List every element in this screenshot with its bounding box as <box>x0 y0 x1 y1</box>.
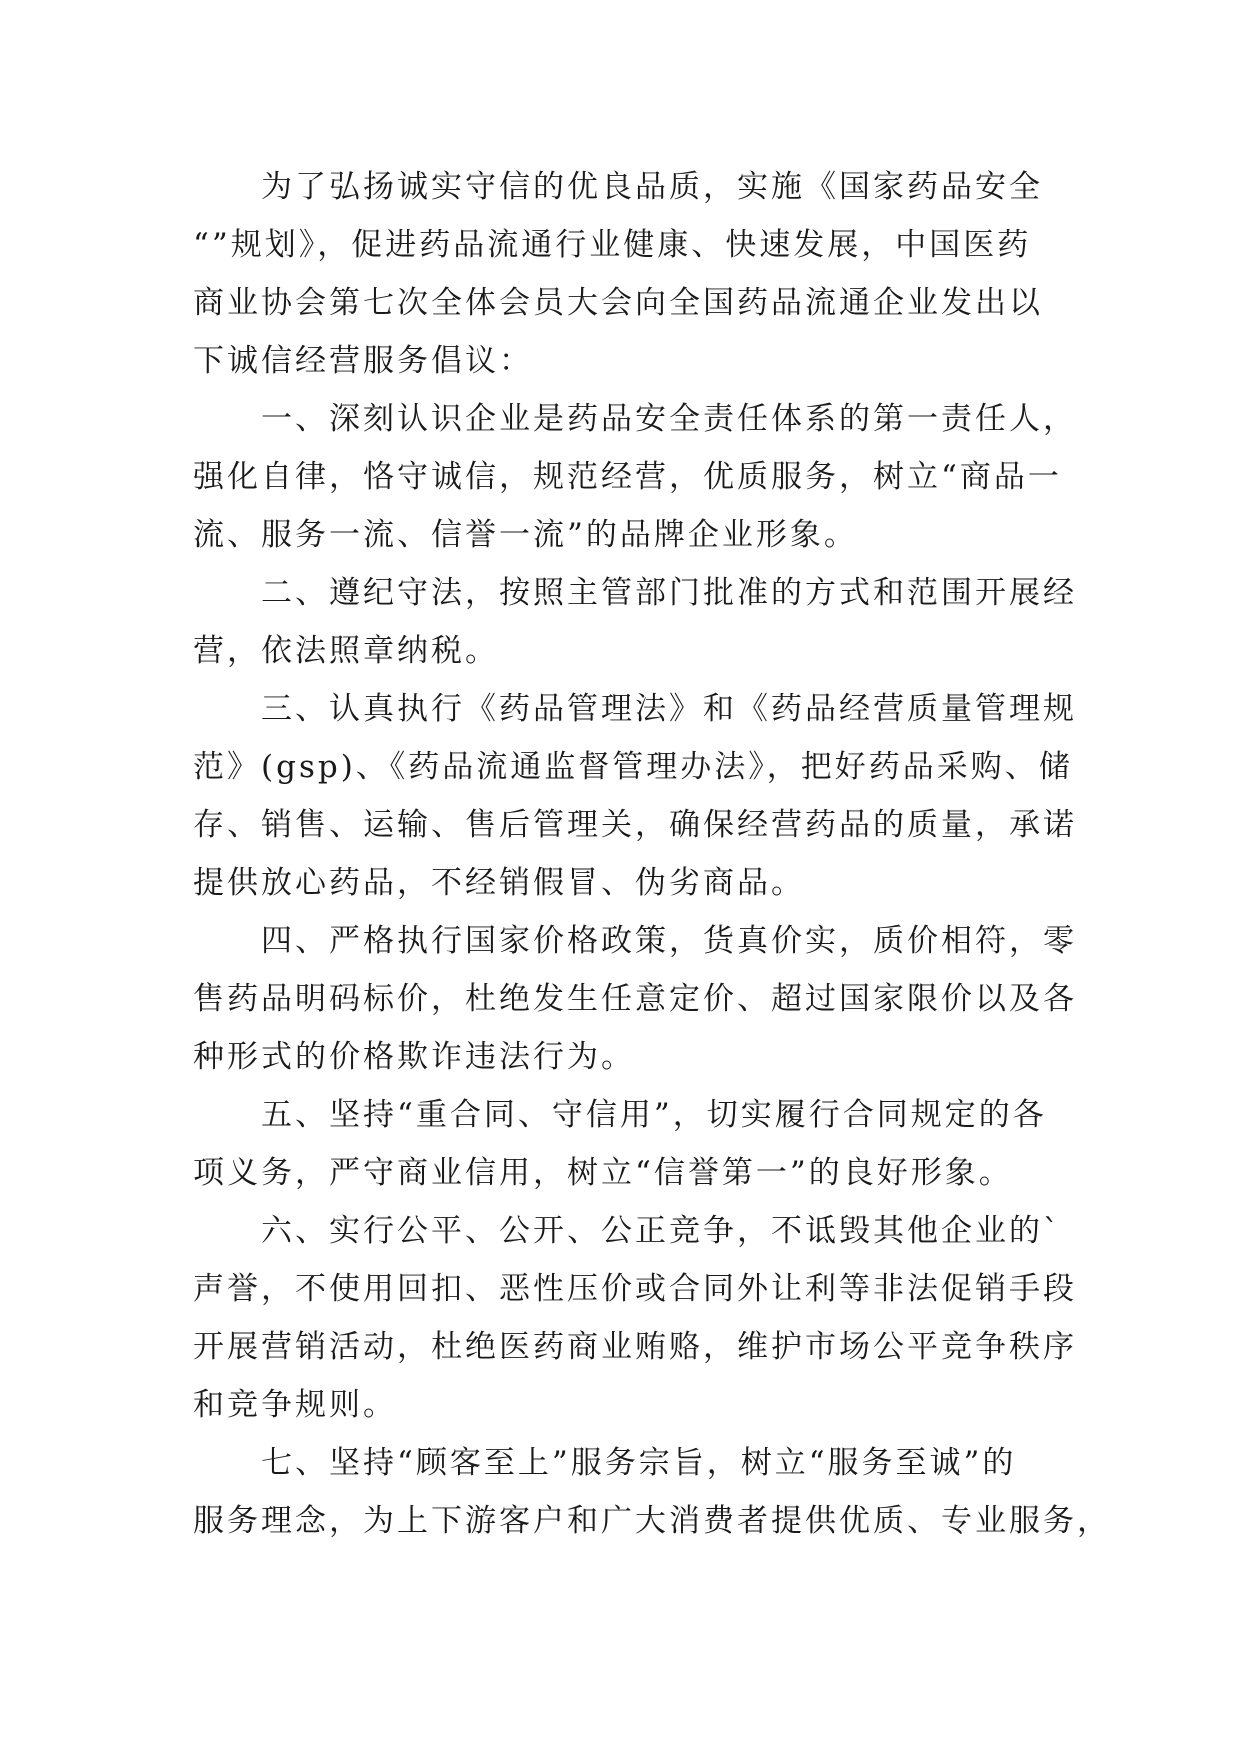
text-line: 六、实行公平、公开、公正竞争，不诋毁其他企业的` <box>261 1213 1062 1249</box>
text-line: 强化自律，恪守诚信，规范经营，优质服务，树立“商品一 <box>193 459 1062 495</box>
text-line: 售药品明码标价，杜绝发生任意定价、超过国家限价以及各 <box>193 981 1077 1017</box>
paragraph-item-2 <box>193 564 1077 680</box>
text-line: 七、坚持“顾客至上”服务宗旨，树立“服务至诚”的 <box>261 1445 1017 1481</box>
text-line: 为了弘扬诚实守信的优良品质，实施《国家药品安全 <box>261 169 1043 205</box>
text-line: 声誉，不使用回扣、恶性压价或合同外让利等非法促销手段 <box>193 1271 1077 1307</box>
paragraph-item-7 <box>193 1434 1111 1550</box>
paragraph-item-1 <box>193 390 1077 564</box>
paragraph-item-3 <box>193 680 1077 912</box>
text-line: 开展营销活动，杜绝医药商业贿赂，维护市场公平竞争秩序 <box>193 1329 1077 1365</box>
text-line: 四、严格执行国家价格政策，货真价实，质价相符，零 <box>261 923 1077 959</box>
text-line: 三、认真执行《药品管理法》和《药品经营质量管理规 <box>261 691 1077 727</box>
text-line: 二、遵纪守法，按照主管部门批准的方式和范围开展经 <box>261 575 1077 611</box>
text-line: 种形式的价格欺诈违法行为。 <box>193 1039 635 1075</box>
text-line: 范》(gsp)、《药品流通监督管理办法》，把好药品采购、储 <box>193 749 1073 785</box>
text-line: 流、服务一流、信誉一流”的品牌企业形象。 <box>193 517 858 553</box>
text-line: 存、销售、运输、售后管理关，确保经营药品的质量，承诺 <box>193 807 1077 843</box>
text-line: 五、坚持“重合同、守信用”，切实履行合同规定的各 <box>261 1097 1047 1133</box>
text-line: 商业协会第七次全体会员大会向全国药品流通企业发出以 <box>193 285 1043 321</box>
text-line: 下诚信经营服务倡议： <box>193 343 533 379</box>
text-line: 一、深刻认识企业是药品安全责任体系的第一责任人， <box>261 401 1077 437</box>
text-line: 营，依法照章纳税。 <box>193 633 499 669</box>
text-line: 项义务，严守商业信用，树立“信誉第一”的良好形象。 <box>193 1155 1013 1191</box>
text-line: 和竞争规则。 <box>193 1387 397 1423</box>
paragraph-intro <box>193 158 1053 390</box>
document-body <box>193 158 1111 1550</box>
text-line: “”规划》，促进药品流通行业健康、快速发展，中国医药 <box>193 227 1032 263</box>
text-line: 提供放心药品，不经销假冒、伪劣商品。 <box>193 865 805 901</box>
paragraph-item-6 <box>193 1202 1077 1434</box>
text-line: 服务理念，为上下游客户和广大消费者提供优质、专业服务， <box>193 1503 1111 1539</box>
paragraph-item-5 <box>193 1086 1053 1202</box>
paragraph-item-4 <box>193 912 1077 1086</box>
